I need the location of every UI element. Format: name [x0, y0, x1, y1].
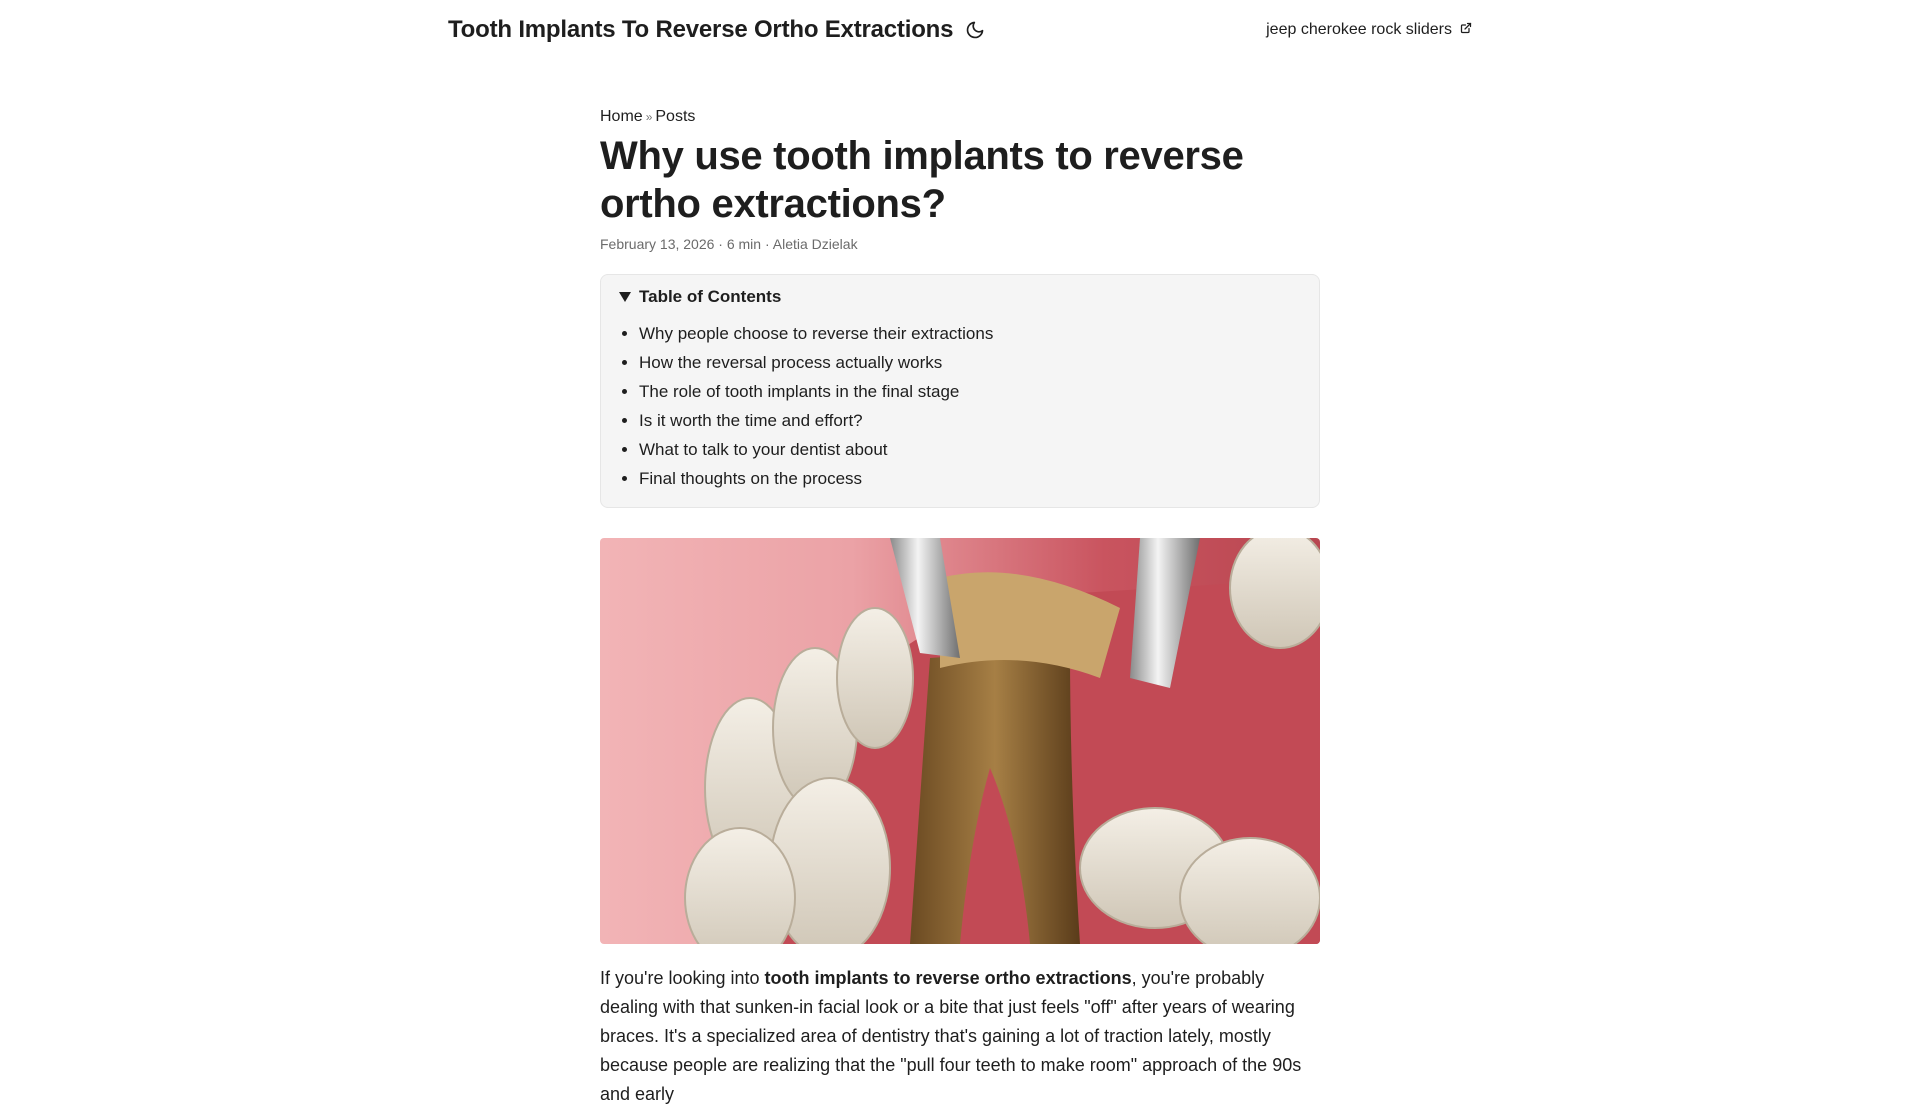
logo-area	[448, 16, 985, 44]
post-meta: February 13, 2026 · 6 min · Aletia Dzielak	[600, 236, 858, 252]
toc-item[interactable]: • Final thoughts on the process	[639, 464, 1301, 493]
intro-keyword: tooth implants to reverse ortho extractions	[764, 968, 1132, 988]
breadcrumb	[600, 108, 1320, 126]
cover-image-tooth-extraction	[600, 538, 1320, 944]
breadcrumb-home[interactable]: Home	[600, 108, 643, 125]
table-of-contents	[600, 274, 1320, 508]
toc-item[interactable]: • Is it worth the time and effort?	[639, 406, 1301, 435]
site-title-link[interactable]: Tooth Implants To Reverse Ortho Extractions	[448, 16, 954, 43]
moon-icon[interactable]	[965, 20, 985, 40]
menu-link-label: jeep cherokee rock sliders	[1266, 21, 1452, 38]
post-main	[600, 108, 1320, 1109]
breadcrumb-separator: »	[645, 110, 653, 124]
intro-text: If you're looking into	[600, 968, 765, 988]
triangle-down-icon	[619, 292, 631, 302]
breadcrumb-posts[interactable]: Posts	[655, 108, 696, 125]
toc-item[interactable]: • The role of tooth implants in the final stage	[639, 377, 1301, 406]
toc-item[interactable]: • How the reversal process actually works	[639, 348, 1301, 377]
menu-link-jeep-cherokee-rock-sliders[interactable]	[1266, 21, 1472, 39]
toc-list	[619, 319, 1301, 493]
toc-item[interactable]: • Why people choose to reverse their extractions	[639, 319, 1301, 348]
external-link-icon	[1460, 21, 1472, 39]
post-title: Why use tooth implants to reverse ortho extractions?	[600, 134, 1244, 226]
toc-toggle[interactable]	[619, 287, 1301, 307]
toc-summary-label: Table of Contents	[639, 287, 782, 306]
site-header	[448, 0, 1472, 60]
intro-paragraph	[600, 964, 1320, 1109]
intro-text-rest: , you're probably dealing with that sunken-in facial look or a bite that just feels "off" after years of wearing braces. It's a specialized area of dentistry that's gaining a lot of traction lately, mostly because people are realizing that the "pull four teeth to make room" approach of the 90s and early	[600, 968, 1302, 1104]
post-content	[600, 964, 1320, 1109]
toc-item[interactable]: • What to talk to your dentist about	[639, 435, 1301, 464]
